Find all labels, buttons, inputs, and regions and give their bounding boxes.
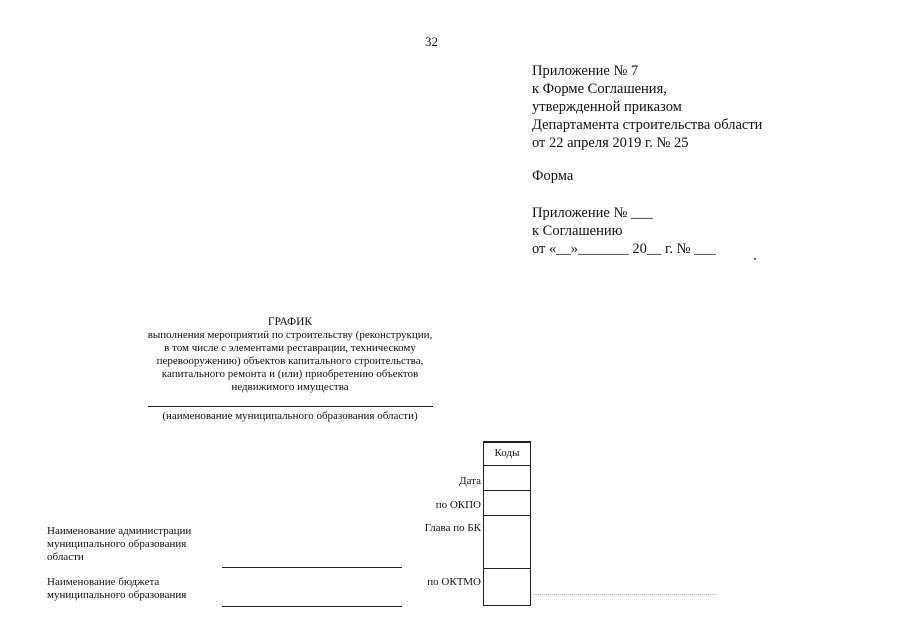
codes-row-divider <box>483 515 531 516</box>
form-label: Форма <box>532 168 574 184</box>
title-line: в том числе с элементами реставрации, техническому <box>164 342 416 354</box>
title-line: перевооружению) объектов капитального строительства, <box>156 355 424 367</box>
org-name-underline <box>148 406 433 407</box>
document-title-block <box>110 316 470 394</box>
codes-row-divider <box>483 568 531 569</box>
faint-dotted-line <box>535 594 715 595</box>
scan-speck <box>754 258 756 260</box>
codes-row-divider <box>483 490 531 491</box>
document-title: ГРАФИК <box>267 316 313 328</box>
approval-line: Департамента строительства области <box>532 117 763 133</box>
approval-line: утвержденной приказом <box>532 99 682 115</box>
appendix-block <box>532 204 716 258</box>
approval-line: от 22 апреля 2019 г. № 25 <box>532 135 689 151</box>
page-number: 32 <box>425 34 438 49</box>
budget-name-underline <box>222 606 402 607</box>
approval-line: Приложение № 7 <box>532 63 639 79</box>
org-name-caption: (наименование муниципального образования области) <box>162 410 418 422</box>
admin-name-underline <box>222 567 402 568</box>
date-label: Дата <box>459 475 481 487</box>
approval-block <box>532 62 762 152</box>
title-line: капитального ремонта и (или) приобретению объектов <box>161 368 419 380</box>
appendix-line: к Соглашению <box>532 223 623 239</box>
appendix-line: Приложение № ___ <box>532 205 653 221</box>
approval-line: к Форме Соглашения, <box>532 81 667 97</box>
appendix-line: от «__»_______ 20__ г. № ___ <box>532 241 716 257</box>
title-line: недвижимого имущества <box>231 381 349 393</box>
codes-header: Коды <box>483 441 531 466</box>
oktmo-label: по ОКТМО <box>427 576 481 588</box>
title-line: выполнения мероприятий по строительству (реконструкции, <box>147 329 433 341</box>
okpo-label: по ОКПО <box>435 499 481 511</box>
admin-name-label: Наименование администрации муниципального образования области <box>47 525 192 563</box>
bk-chapter-label: Глава по БК <box>424 522 481 534</box>
budget-name-label: Наименование бюджета муниципального образования <box>47 576 187 601</box>
